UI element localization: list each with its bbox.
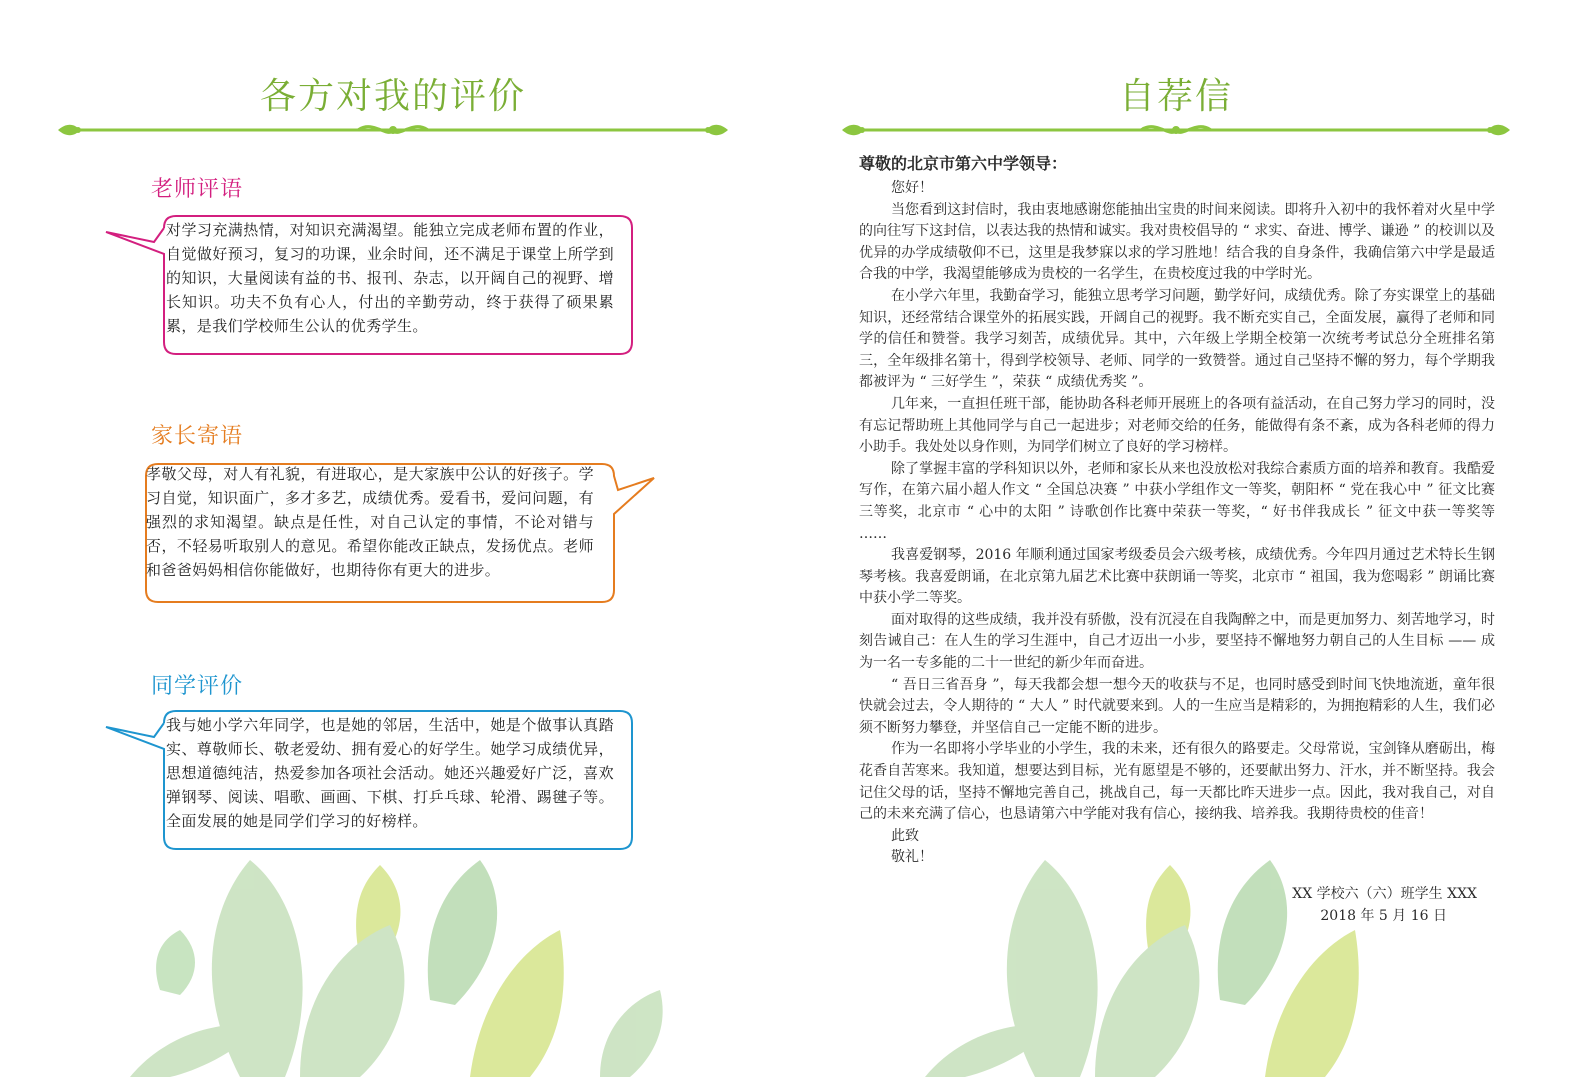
letter-paragraph: 作为一名即将小学毕业的小学生，我的未来，还有很久的路要走。父母常说，宝剑锋从磨砺出，梅花香自苦寒来。我知道，想要达到目标，光有愿望是不够的，还要献出努力、汗水，并不断坚持。我会记住父母的话，坚持不懈地完善自己，挑战自己，每一天都比昨天进步一点。因此，我对我自己，对自己的未来充满了信心，也恳请第六中学能对我有信心，接纳我、培养我。我期待贵校的佳音！: [859, 741, 1495, 823]
parent-message-text: 孝敬父母，对人有礼貌，有进取心，是大家族中公认的好孩子。学习自觉，知识面广，多才多艺，成绩优秀。爱看书，爱问问题，有强烈的求知渴望。缺点是任性，对自己认定的事情，不论对错与否，不轻易听取别人的意见。希望你能改正缺点，发扬优点。老师和爸爸妈妈相信你能做好，也期待你有更大的进步。: [146, 465, 594, 579]
ornament-divider: [842, 119, 1510, 141]
letter-date: 2018 年 5 月 16 日: [1320, 908, 1447, 924]
classmate-review-bubble: [108, 709, 678, 859]
letter-paragraph: 几年来，一直担任班干部，能协助各科老师开展班上的各项有益活动，在自己努力学习的同时，没有忘记帮助班上其他同学与自己一起进步；对老师交给的任务，能做得有条不紊，成为各科老师的得力小助手。我处处以身作则，为同学们树立了良好的学习榜样。: [859, 395, 1495, 456]
classmate-review-text: 我与她小学六年同学，也是她的邻居，生活中，她是个做事认真踏实、尊敬师长、敬老爱幼、拥有爱心的好学生。她学习成绩优异，思想道德纯洁，热爱参加各项社会活动。她还兴趣爱好广泛，喜欢弹钢琴、阅读、唱歌、画画、下棋、打乒乓球、轮滑、踢毽子等。全面发展的她是同学们学习的好榜样。: [166, 716, 614, 830]
teacher-comment-heading: 老师评语: [151, 177, 244, 202]
letter-paragraph: 您好！: [891, 180, 933, 196]
letter-closing: 此致: [891, 827, 919, 844]
letter-paragraph: “ 吾日三省吾身 ”，每天我都会想一想今天的收获与不足，也同时感受到时间飞快地流逝，童年很快就会过去，令人期待的 “ 大人 ” 时代就要来到。人的一生应当是精彩的，为拥抱精彩的人生，我们必须不断努力攀登，并坚信自己一定能不断的进步。: [859, 676, 1495, 736]
letter-paragraph: 除了掌握丰富的学科知识以外，老师和家长从来也没放松对我综合素质方面的培养和教育。我酷爱写作，在第六届小超人作文 “ 全国总决赛 ” 中获小学组作文一等奖，朝阳杯 “ 党在我心中 ” 征文比赛三等奖，北京市 “ 心中的太阳 ” 诗歌创作比赛中荣获一等奖，“ 好书伴我成长 ” 征文中获一等奖等 ……: [859, 460, 1495, 542]
classmate-review-heading: 同学评价: [151, 674, 244, 699]
ornament-divider: [58, 119, 728, 141]
parent-message-heading: 家长寄语: [151, 424, 244, 449]
letter-paragraph: 我喜爱钢琴，2016 年顺利通过国家考级委员会六级考核，成绩优秀。今年四月通过艺术特长生钢琴考核。我喜爱朗诵，在北京第九届艺术比赛中获朗诵一等奖，北京市 “ 祖国，我为您喝彩 ” 朗诵比赛中获小学二等奖。: [859, 547, 1495, 607]
letter-salutation: 尊敬的北京市第六中学领导：: [859, 154, 1068, 173]
letter-paragraph: 面对取得的这些成绩，我并没有骄傲，没有沉浸在自我陶醉之中，而是更加努力、刻苦地学习，时刻告诫自己：在人生的学习生涯中，自己才迈出一小步，要坚持不懈地努力朝自己的人生目标 —— 成为一名一专多能的二十一世纪的新少年而奋进。: [859, 611, 1495, 672]
page-title: 自荐信: [1118, 76, 1233, 117]
letter-paragraph: 当您看到这封信时，我由衷地感谢您能抽出宝贵的时间来阅读。即将升入初中的我怀着对火星中学的向往写下这封信，以表达我的热情和诚实。我对贵校倡导的 “ 求实、奋进、博学、谦逊 ” 的校训以及优异的办学成绩敬仰不已，这里是我梦寐以求的学习胜地！结合我的自身条件，我确信第六中学是最适合我的中学，我渴望能够成为贵校的一名学生，在贵校度过我的中学时光。: [859, 201, 1495, 283]
cover-letter-page: [794, 0, 1588, 1077]
page-title: 各方对我的评价: [259, 76, 526, 117]
letter-paragraph: 在小学六年里，我勤奋学习，能独立思考学习问题，勤学好问，成绩优秀。除了夯实课堂上的基础知识，还经常结合课堂外的拓展实践，开阔自己的视野。我不断充实自己，全面发展，赢得了老师和同学的信任和赞誉。我学习刻苦，成绩优异。其中，六年级上学期全校第一次统考考试总分全班排名第三，全年级排名第十，得到学校领导、老师、同学的一致赞誉。通过自己坚持不懈的努力，每个学期我都被评为 “ 三好学生 ”，荣获 “ 成绩优秀奖 ”。: [859, 287, 1495, 391]
letter-closing: 敬礼！: [891, 849, 933, 866]
teacher-comment-bubble: [108, 214, 678, 364]
cover-letter-body: [859, 152, 1495, 927]
letter-signature: XX 学校六（六）班学生 XXX: [1292, 886, 1477, 902]
letter-signoff: [859, 883, 1495, 927]
teacher-comment-text: 对学习充满热情，对知识充满渴望。能独立完成老师布置的作业，自觉做好预习，复习的功课，业余时间，还不满足于课堂上所学到的知识，大量阅读有益的书、报刊、杂志，以开阔自己的视野、增长知识。功夫不负有心人，付出的辛勤劳动，终于获得了硕果累累，是我们学校师生公认的优秀学生。: [166, 221, 614, 335]
parent-message-bubble: [108, 462, 678, 612]
